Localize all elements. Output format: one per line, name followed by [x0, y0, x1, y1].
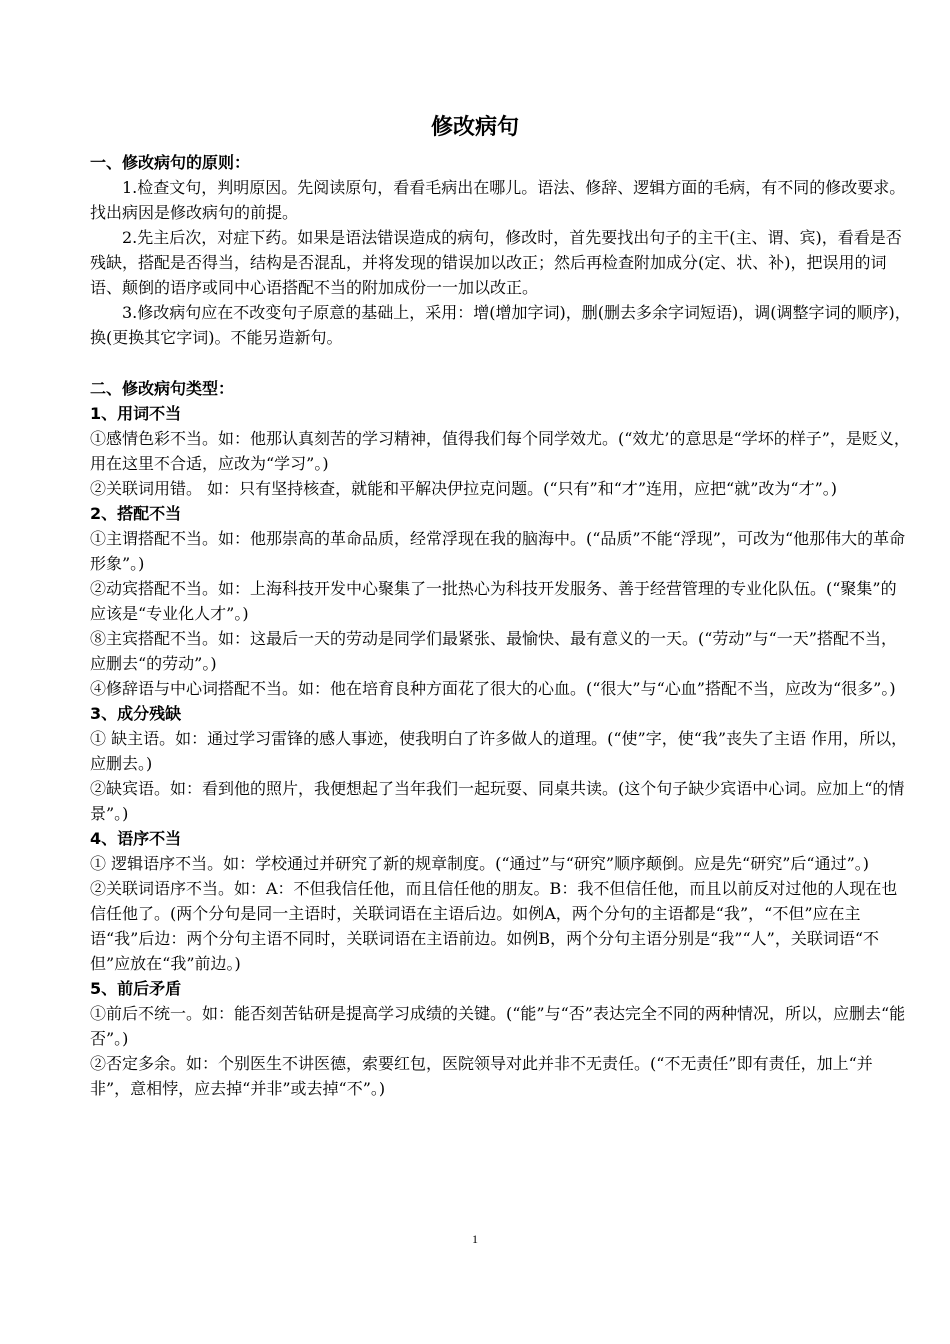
type-item: ④修辞语与中心词搭配不当。如：他在培育良种方面花了很大的心血。(“很大”与“心血”搭配不当，应改为“很多”。): [90, 679, 896, 698]
type-heading-missing-elements: 3、成分残缺: [90, 704, 182, 723]
principle-3: 3.修改病句应在不改变句子原意的基础上，采用：增(增加字词)，删(删去多余字词短语)，调(调整字词的顺序)，换(更换其它字词)。不能另造新句。: [90, 303, 911, 347]
type-item: ①感情色彩不当。如：他那认真刻苦的学习精神，值得我们每个同学效尤。(“效尤’的意思是“学坏的样子”，是贬义，用在这里不合适，应改为“学习”。): [90, 429, 910, 473]
type-heading-word-order: 4、语序不当: [90, 829, 182, 848]
page-number: 1: [472, 1232, 478, 1246]
type-item: ⑧主宾搭配不当。如：这最后一天的劳动是同学们最紧张、最愉快、最有意义的一天。(“劳动”与“一天”搭配不当，应删去“的劳动”。): [90, 629, 897, 673]
section-heading-principles: 一、修改病句的原则：: [90, 153, 251, 172]
type-item: ②动宾搭配不当。如：上海科技开发中心聚集了一批热心为科技开发服务、善于经营管理的专业化队伍。(“聚集”的应该是“专业化人才”。): [90, 579, 897, 623]
type-item: ②关联词语序不当。如：A：不但我信任他，而且信任他的朋友。B：我不但信任他，而且以前反对过他的人现在也信任他了。(两个分句是同一主语时，关联词语在主语后边。如例A，两个分句的主语都是“我”，“不但”应在主语“我”后边：两个分句主语不同时，关联词语在主语前边。如例B，两个分句主语分别是“我”“人”，关联词语“不但”应放在“我”前边。): [90, 879, 898, 973]
type-item: ②否定多余。如：个别医生不讲医德，索要红包，医院领导对此并非不无责任。(“不无责任”即有责任，加上“并非”，意相悖，应去掉“并非”或去掉“不”。): [90, 1054, 873, 1098]
type-item: ②关联词用错。 如：只有坚持核查，就能和平解决伊拉克问题。(“只有”和“才”连用，应把“就”改为“才”。): [90, 479, 838, 498]
type-heading-contradiction: 5、前后矛盾: [90, 979, 182, 998]
section-heading-types: 二、修改病句类型：: [90, 379, 235, 398]
principle-2: 2.先主后次，对症下药。如果是语法错误造成的病句，修改时，首先要找出句子的主干(主、谓、宾)，看看是否残缺，搭配是否得当，结构是否混乱，并将发现的错误加以改正；然后再检查附加成分(定、状、补)，把误用的词语、颠倒的语序或同中心语搭配不当的附加成份一一加以改正。: [90, 228, 902, 297]
type-item: ②缺宾语。如：看到他的照片，我便想起了当年我们一起玩耍、同桌共读。(这个句子缺少宾语中心词。应加上“的情景”。): [90, 779, 905, 823]
type-item: ① 逻辑语序不当。如：学校通过并研究了新的规章制度。(“通过”与“研究”顺序颠倒。应是先“研究”后“通过”。): [90, 854, 870, 873]
type-heading-collocation: 2、搭配不当: [90, 504, 182, 523]
type-heading-word-usage: 1、用词不当: [90, 404, 182, 423]
type-item: ① 缺主语。如：通过学习雷锋的感人事迹，使我明白了许多做人的道理。(“使”字，使“我”丧失了主语 作用，所以，应删去。): [90, 729, 908, 773]
type-item: ①前后不统一。如：能否刻苦钻研是提高学习成绩的关键。(“能”与“否”表达完全不同的两种情况，所以，应删去“能否”。): [90, 1004, 906, 1048]
document-body: [90, 150, 912, 1101]
type-item: ①主谓搭配不当。如：他那崇高的革命品质，经常浮现在我的脑海中。(“品质”不能“浮现”，可改为“他那伟大的革命形象”。): [90, 529, 906, 573]
principle-1: 1.检查文句，判明原因。先阅读原句，看看毛病出在哪儿。语法、修辞、逻辑方面的毛病，有不同的修改要求。找出病因是修改病句的前提。: [90, 178, 906, 222]
page-title: 修改病句: [430, 115, 519, 140]
